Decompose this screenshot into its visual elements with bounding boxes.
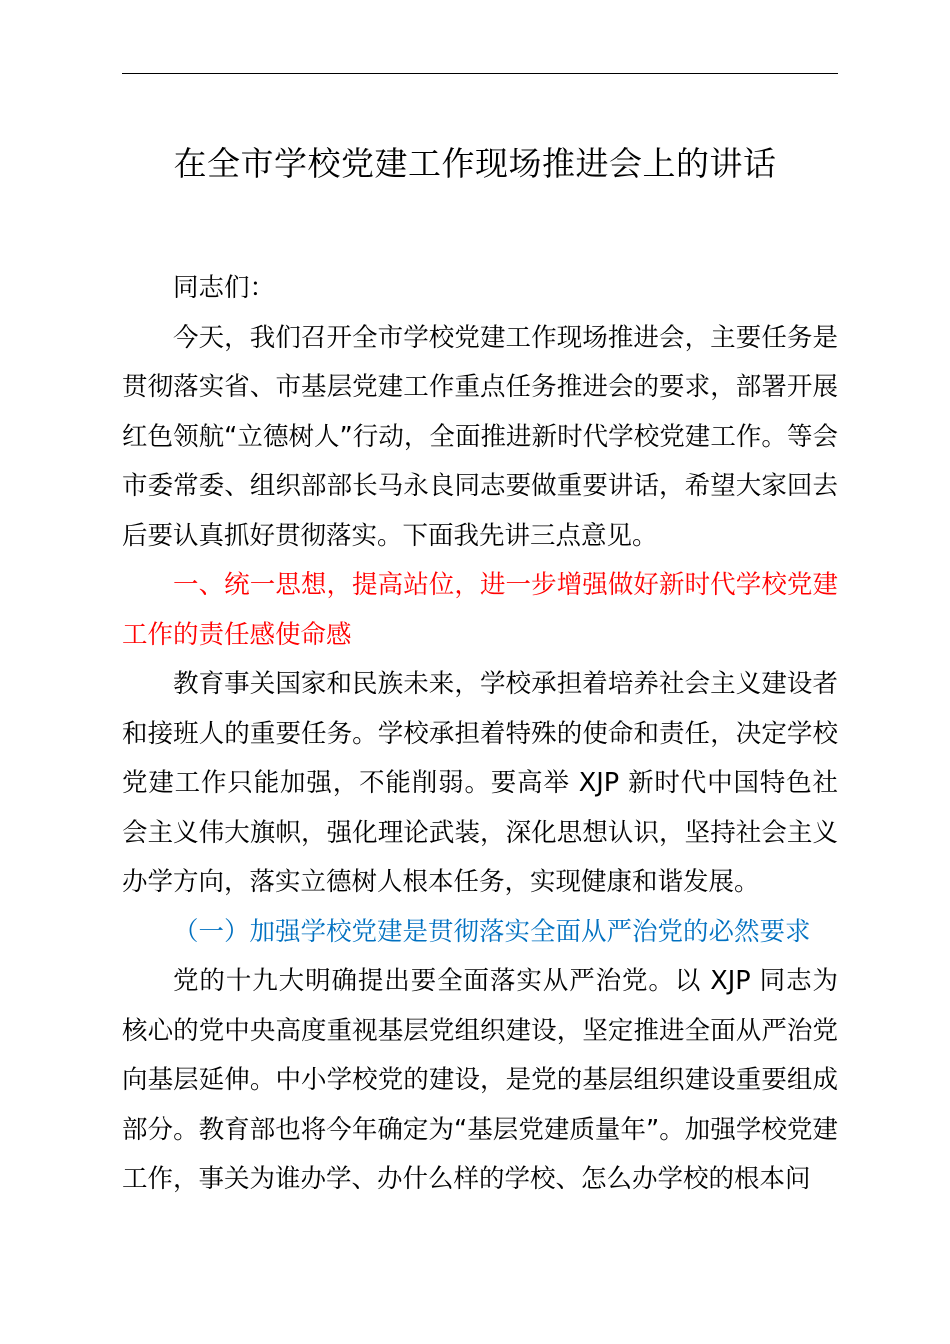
paragraph-section-1: 教育事关国家和民族未来，学校承担着培养社会主义建设者和接班人的重要任务。学校承担着特殊的使命和责任，决定学校党建工作只能加强，不能削弱。要高举 XJP 新时代中国特色社会主义伟大旗帜，强化理论武装，深化思想认识，坚持社会主义办学方向，落实立德树人根本任务，实现健康和谐发展。	[122, 669, 838, 897]
header-rule	[122, 73, 838, 74]
document-title: 在全市学校党建工作现场推进会上的讲话	[173, 144, 777, 183]
section-heading-1: 一、统一思想，提高站位，进一步增强做好新时代学校党建工作的责任感使命感	[122, 570, 838, 650]
greeting: 同志们：	[173, 273, 276, 303]
document-body	[122, 264, 838, 1205]
paragraph-intro: 今天，我们召开全市学校党建工作现场推进会，主要任务是贯彻落实省、市基层党建工作重点任务推进会的要求，部署开展红色领航“立德树人”行动，全面推进新时代学校党建工作。等会市委常委、组织部部长马永良同志要做重要讲话，希望大家回去后要认真抓好贯彻落实。下面我先讲三点意见。	[122, 322, 838, 551]
subsection-heading-1: （一）加强学校党建是贯彻落实全面从严治党的必然要求	[173, 916, 811, 947]
paragraph-subsection-1: 党的十九大明确提出要全面落实从严治党。以 XJP 同志为核心的党中央高度重视基层党组织建设，坚定推进全面从严治党向基层延伸。中小学校党的建设，是党的基层组织建设重要组成部分。教育部也将今年确定为“基层党建质量年”。加强学校党建工作，事关为谁办学、办什么样的学校、怎么办学校的根本问	[122, 966, 838, 1194]
